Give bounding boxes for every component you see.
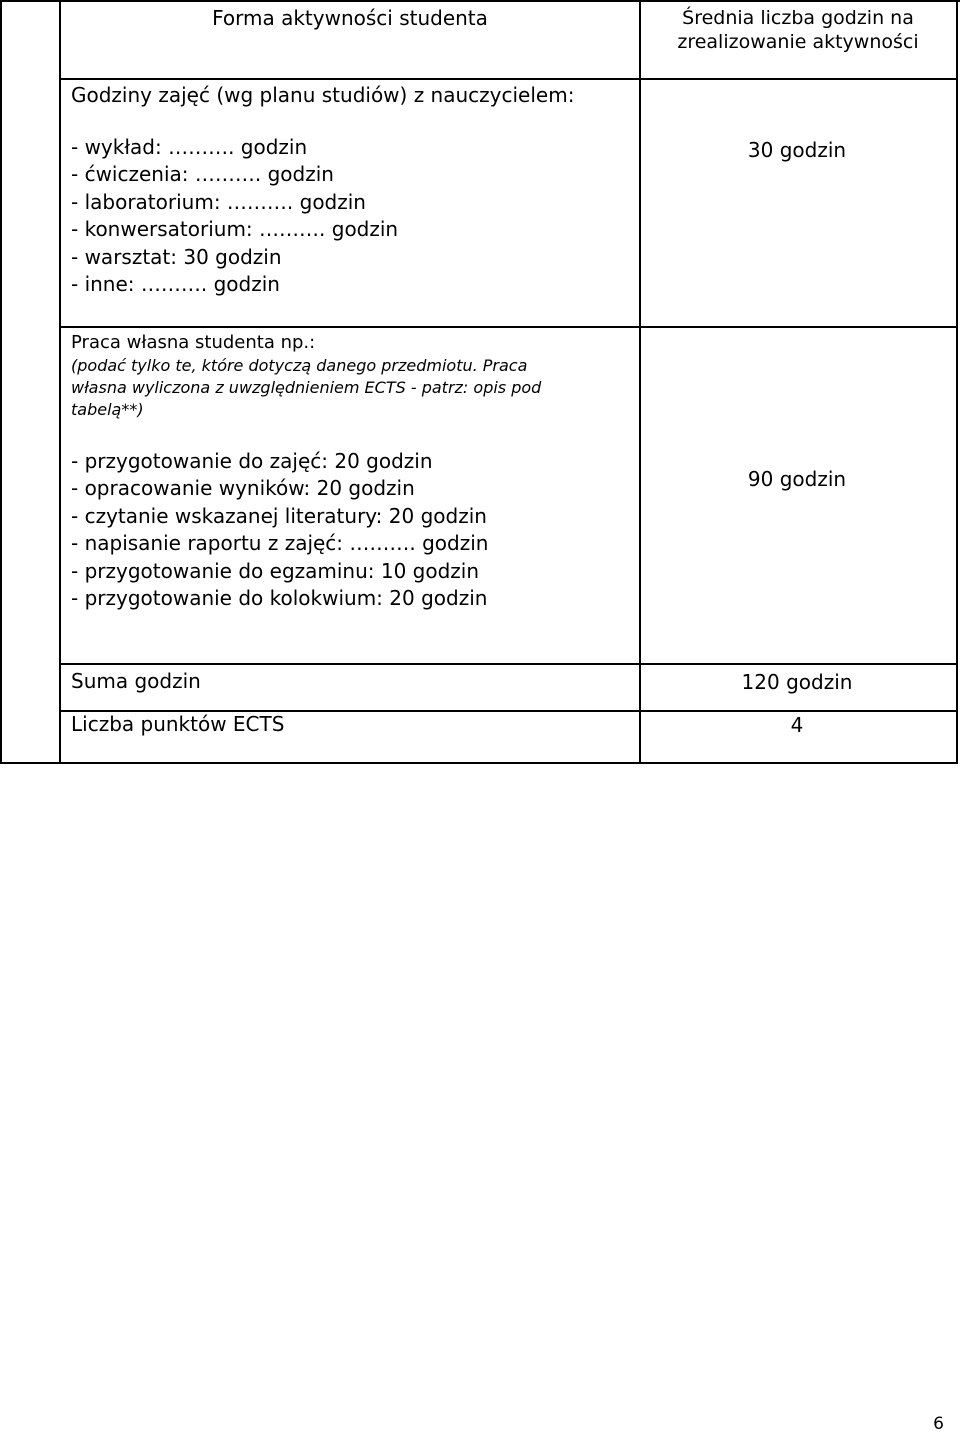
ects-label: Liczba punktów ECTS [71, 712, 285, 736]
self-study-divider-left [59, 326, 641, 328]
contact-hours-item: - inne: ………. godzin [71, 272, 280, 296]
contact-hours-item: - warsztat: 30 godzin [71, 245, 282, 269]
sum-hours-label: Suma godzin [71, 669, 201, 693]
table-right-border [956, 0, 958, 764]
table-top-border [0, 0, 960, 2]
table-middle-column-divider [639, 0, 641, 764]
self-study-item: - przygotowanie do kolokwium: 20 godzin [71, 586, 488, 610]
table-bottom-border [0, 762, 958, 764]
self-study-item: - przygotowanie do zajęć: 20 godzin [71, 449, 433, 473]
table-left-border [0, 0, 2, 764]
self-study-note-line-1: (podać tylko te, które dotyczą danego przedmiotu. Praca [71, 356, 528, 375]
header-row-divider [59, 78, 958, 80]
sum-hours-value: 120 godzin [741, 670, 853, 694]
self-study-item: - czytanie wskazanej literatury: 20 godzin [71, 504, 487, 528]
self-study-item: - napisanie raportu z zajęć: ………. godzin [71, 531, 489, 555]
column-header-activity: Forma aktywności studenta [212, 6, 488, 30]
contact-hours-item: - ćwiczenia: ………. godzin [71, 162, 334, 186]
column-header-average-line-1: Średnia liczba godzin na [682, 7, 914, 29]
self-study-divider-right [639, 326, 958, 328]
contact-hours-item: - wykład: ………. godzin [71, 135, 308, 159]
contact-hours-item: - konwersatorium: ………. godzin [71, 217, 399, 241]
contact-hours-item: - laboratorium: ………. godzin [71, 190, 366, 214]
column-header-average-line-2: zrealizowanie aktywności [677, 31, 919, 53]
page-number: 6 [933, 1414, 944, 1434]
self-study-average: 90 godzin [747, 467, 847, 491]
self-study-note-line-2: własna wyliczona z uwzględnieniem ECTS - patrz: opis pod [71, 378, 542, 397]
self-study-item: - opracowanie wyników: 20 godzin [71, 476, 415, 500]
contact-hours-average: 30 godzin [747, 138, 847, 162]
contact-hours-title: Godziny zajęć (wg planu studiów) z nauczycielem: [71, 83, 575, 107]
summary-top-divider [59, 663, 958, 665]
self-study-note-line-3: tabelą**) [71, 400, 144, 419]
ects-value: 4 [790, 713, 804, 737]
column-header-average-hours [642, 6, 954, 54]
table-first-column-divider [59, 0, 61, 764]
self-study-item: - przygotowanie do egzaminu: 10 godzin [71, 559, 480, 583]
self-study-title: Praca własna studenta np.: [71, 332, 316, 353]
